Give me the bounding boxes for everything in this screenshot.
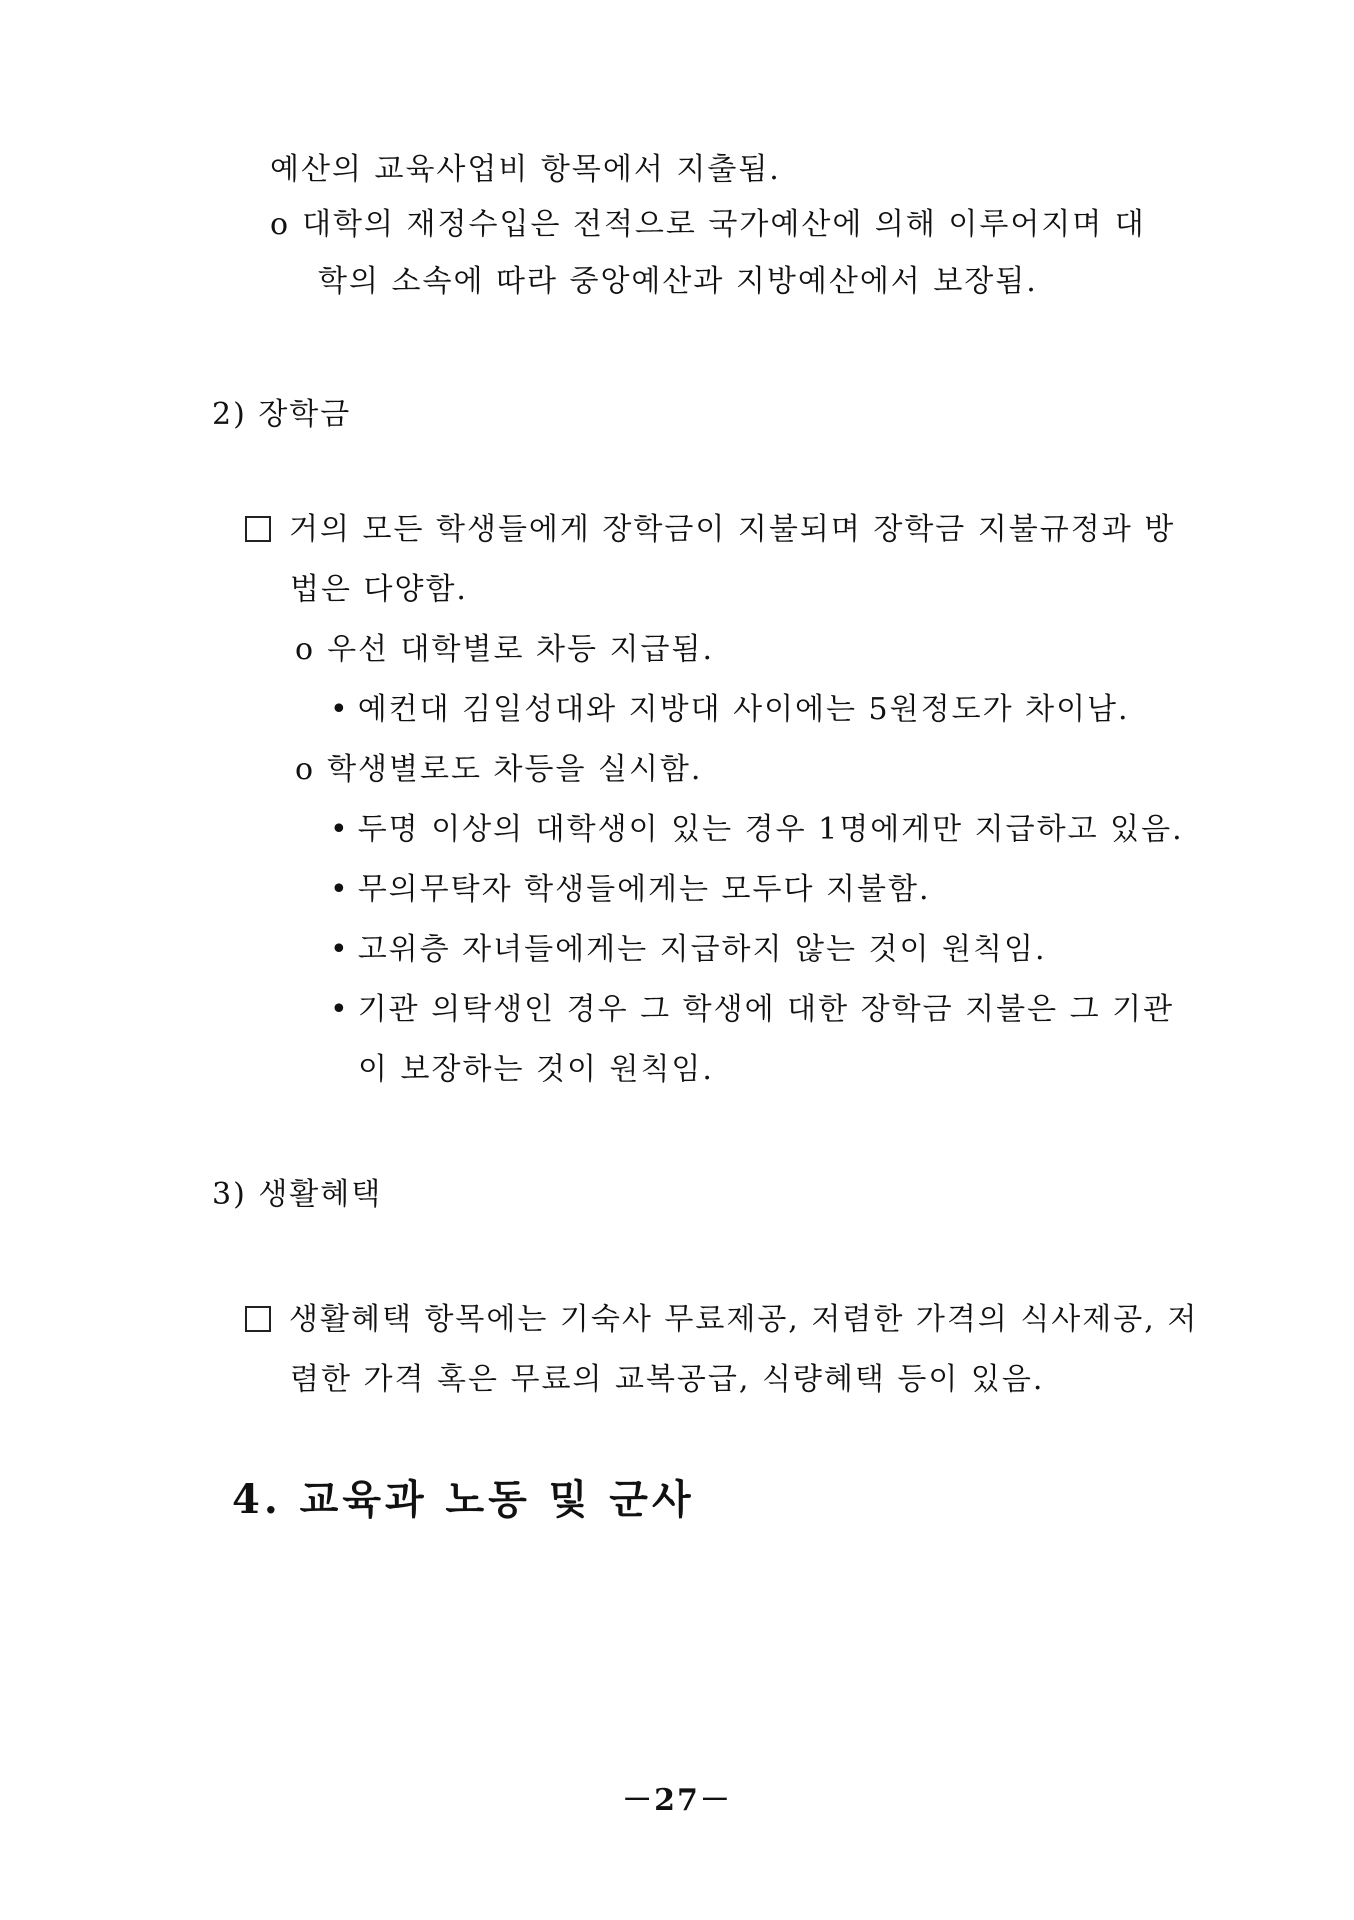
box-item: 거의 모든 학생들에게 장학금이 지불되며 장학금 지불규정과 방 (245, 510, 1175, 550)
bullet-dot-line: • 고위층 자녀들에게는 지급하지 않는 것이 원칙임. (330, 932, 1047, 967)
checkbox-square-icon (245, 1306, 271, 1332)
bullet-dot-marker: • (330, 692, 350, 727)
page-number: －27－ (622, 1783, 732, 1818)
bullet-dot-line: • 무의무탁자 학생들에게는 모두다 지불함. (330, 872, 931, 907)
box-item-continuation: 법은 다양함. (290, 572, 468, 607)
bullet-o-line: o 대학의 재정수입은 전적으로 국가예산에 의해 이루어지며 대 (270, 207, 1146, 242)
bullet-dot-marker: • (330, 812, 350, 847)
bullet-dot-continuation: 이 보장하는 것이 원칙임. (358, 1052, 714, 1087)
bullet-o-line: o 학생별로도 차등을 실시함. (295, 752, 703, 787)
bullet-dot-line: • 기관 의탁생인 경우 그 학생에 대한 장학금 지불은 그 기관 (330, 992, 1175, 1027)
subsection-heading-3: 3) 생활혜택 (212, 1177, 383, 1212)
bullet-o-marker: o (295, 752, 316, 787)
bullet-dot-marker: • (330, 992, 350, 1027)
text-line: 예산의 교육사업비 항목에서 지출됨. (270, 152, 781, 187)
bullet-dot-line: • 두명 이상의 대학생이 있는 경우 1명에게만 지급하고 있음. (330, 812, 1184, 847)
bullet-dot-marker: • (330, 872, 350, 907)
box-item: 생활혜택 항목에는 기숙사 무료제공, 저렴한 가격의 식사제공, 저 (245, 1300, 1198, 1340)
bullet-o-line: o 우선 대학별로 차등 지급됨. (295, 632, 714, 667)
subsection-heading-2: 2) 장학금 (212, 397, 352, 432)
section-title-4: 4. 교육과 노동 및 군사 (232, 1476, 695, 1523)
checkbox-square-icon (245, 516, 271, 542)
bullet-o-continuation: 학의 소속에 따라 중앙예산과 지방예산에서 보장됨. (318, 264, 1038, 299)
bullet-dot-marker: • (330, 932, 350, 967)
box-item-continuation: 렴한 가격 혹은 무료의 교복공급, 식량혜택 등이 있음. (290, 1362, 1045, 1397)
bullet-o-marker: o (295, 632, 316, 667)
bullet-o-marker: o (270, 207, 291, 242)
bullet-dot-line: • 예컨대 김일성대와 지방대 사이에는 5원정도가 차이남. (330, 692, 1130, 727)
